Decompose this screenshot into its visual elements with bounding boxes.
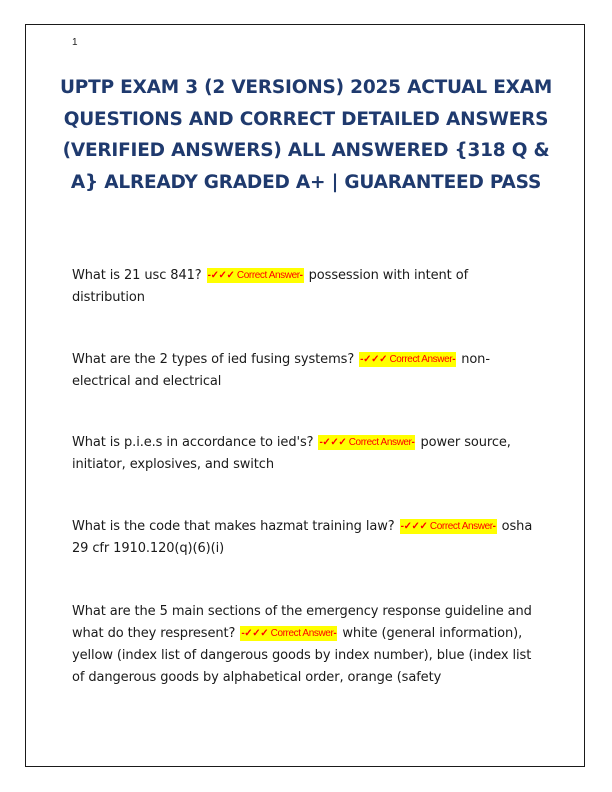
qa-item (72, 349, 542, 393)
qa-item (72, 265, 542, 309)
qa-item (72, 601, 542, 689)
answer-text: osha 29 cfr 1910.120(q)(6)(i) (72, 519, 533, 556)
correct-answer-tag: -✓✓✓ Correct Answer- (360, 354, 456, 365)
question-text: What is p.i.e.s in accordance to ied's? (72, 435, 314, 450)
document-title: UPTP EXAM 3 (2 VERSIONS) 2025 ACTUAL EXAM QUESTIONS AND CORRECT DETAILED ANSWERS (VERIFIED ANSWERS) ALL ANSWERED {318 Q & A} ALREADY GRADED A+ | GUARANTEED PASS (59, 77, 553, 193)
correct-answer-tag: -✓✓✓ Correct Answer- (241, 628, 337, 639)
answer-text: white (general information), yellow (index list of dangerous goods by index number), blue (index list of dangerous goods by alphabetical order, orange (safety (72, 626, 532, 685)
qa-item (72, 516, 542, 560)
answer-text: power source, initiator, explosives, and switch (72, 435, 511, 472)
correct-answer-tag: -✓✓✓ Correct Answer- (400, 521, 496, 532)
page-number: 1 (72, 37, 78, 48)
qa-item (72, 432, 542, 476)
question-text: What is the code that makes hazmat training law? (72, 519, 395, 534)
question-text: What is 21 usc 841? (72, 268, 202, 283)
answer-text: non-electrical and electrical (72, 352, 490, 389)
answer-text: possession with intent of distribution (72, 268, 469, 305)
correct-answer-tag: -✓✓✓ Correct Answer- (319, 437, 415, 448)
question-text: What are the 5 main sections of the emergency response guideline and what do they respresent? (72, 604, 532, 641)
correct-answer-tag: -✓✓✓ Correct Answer- (207, 270, 303, 281)
question-text: What are the 2 types of ied fusing systems? (72, 352, 355, 367)
